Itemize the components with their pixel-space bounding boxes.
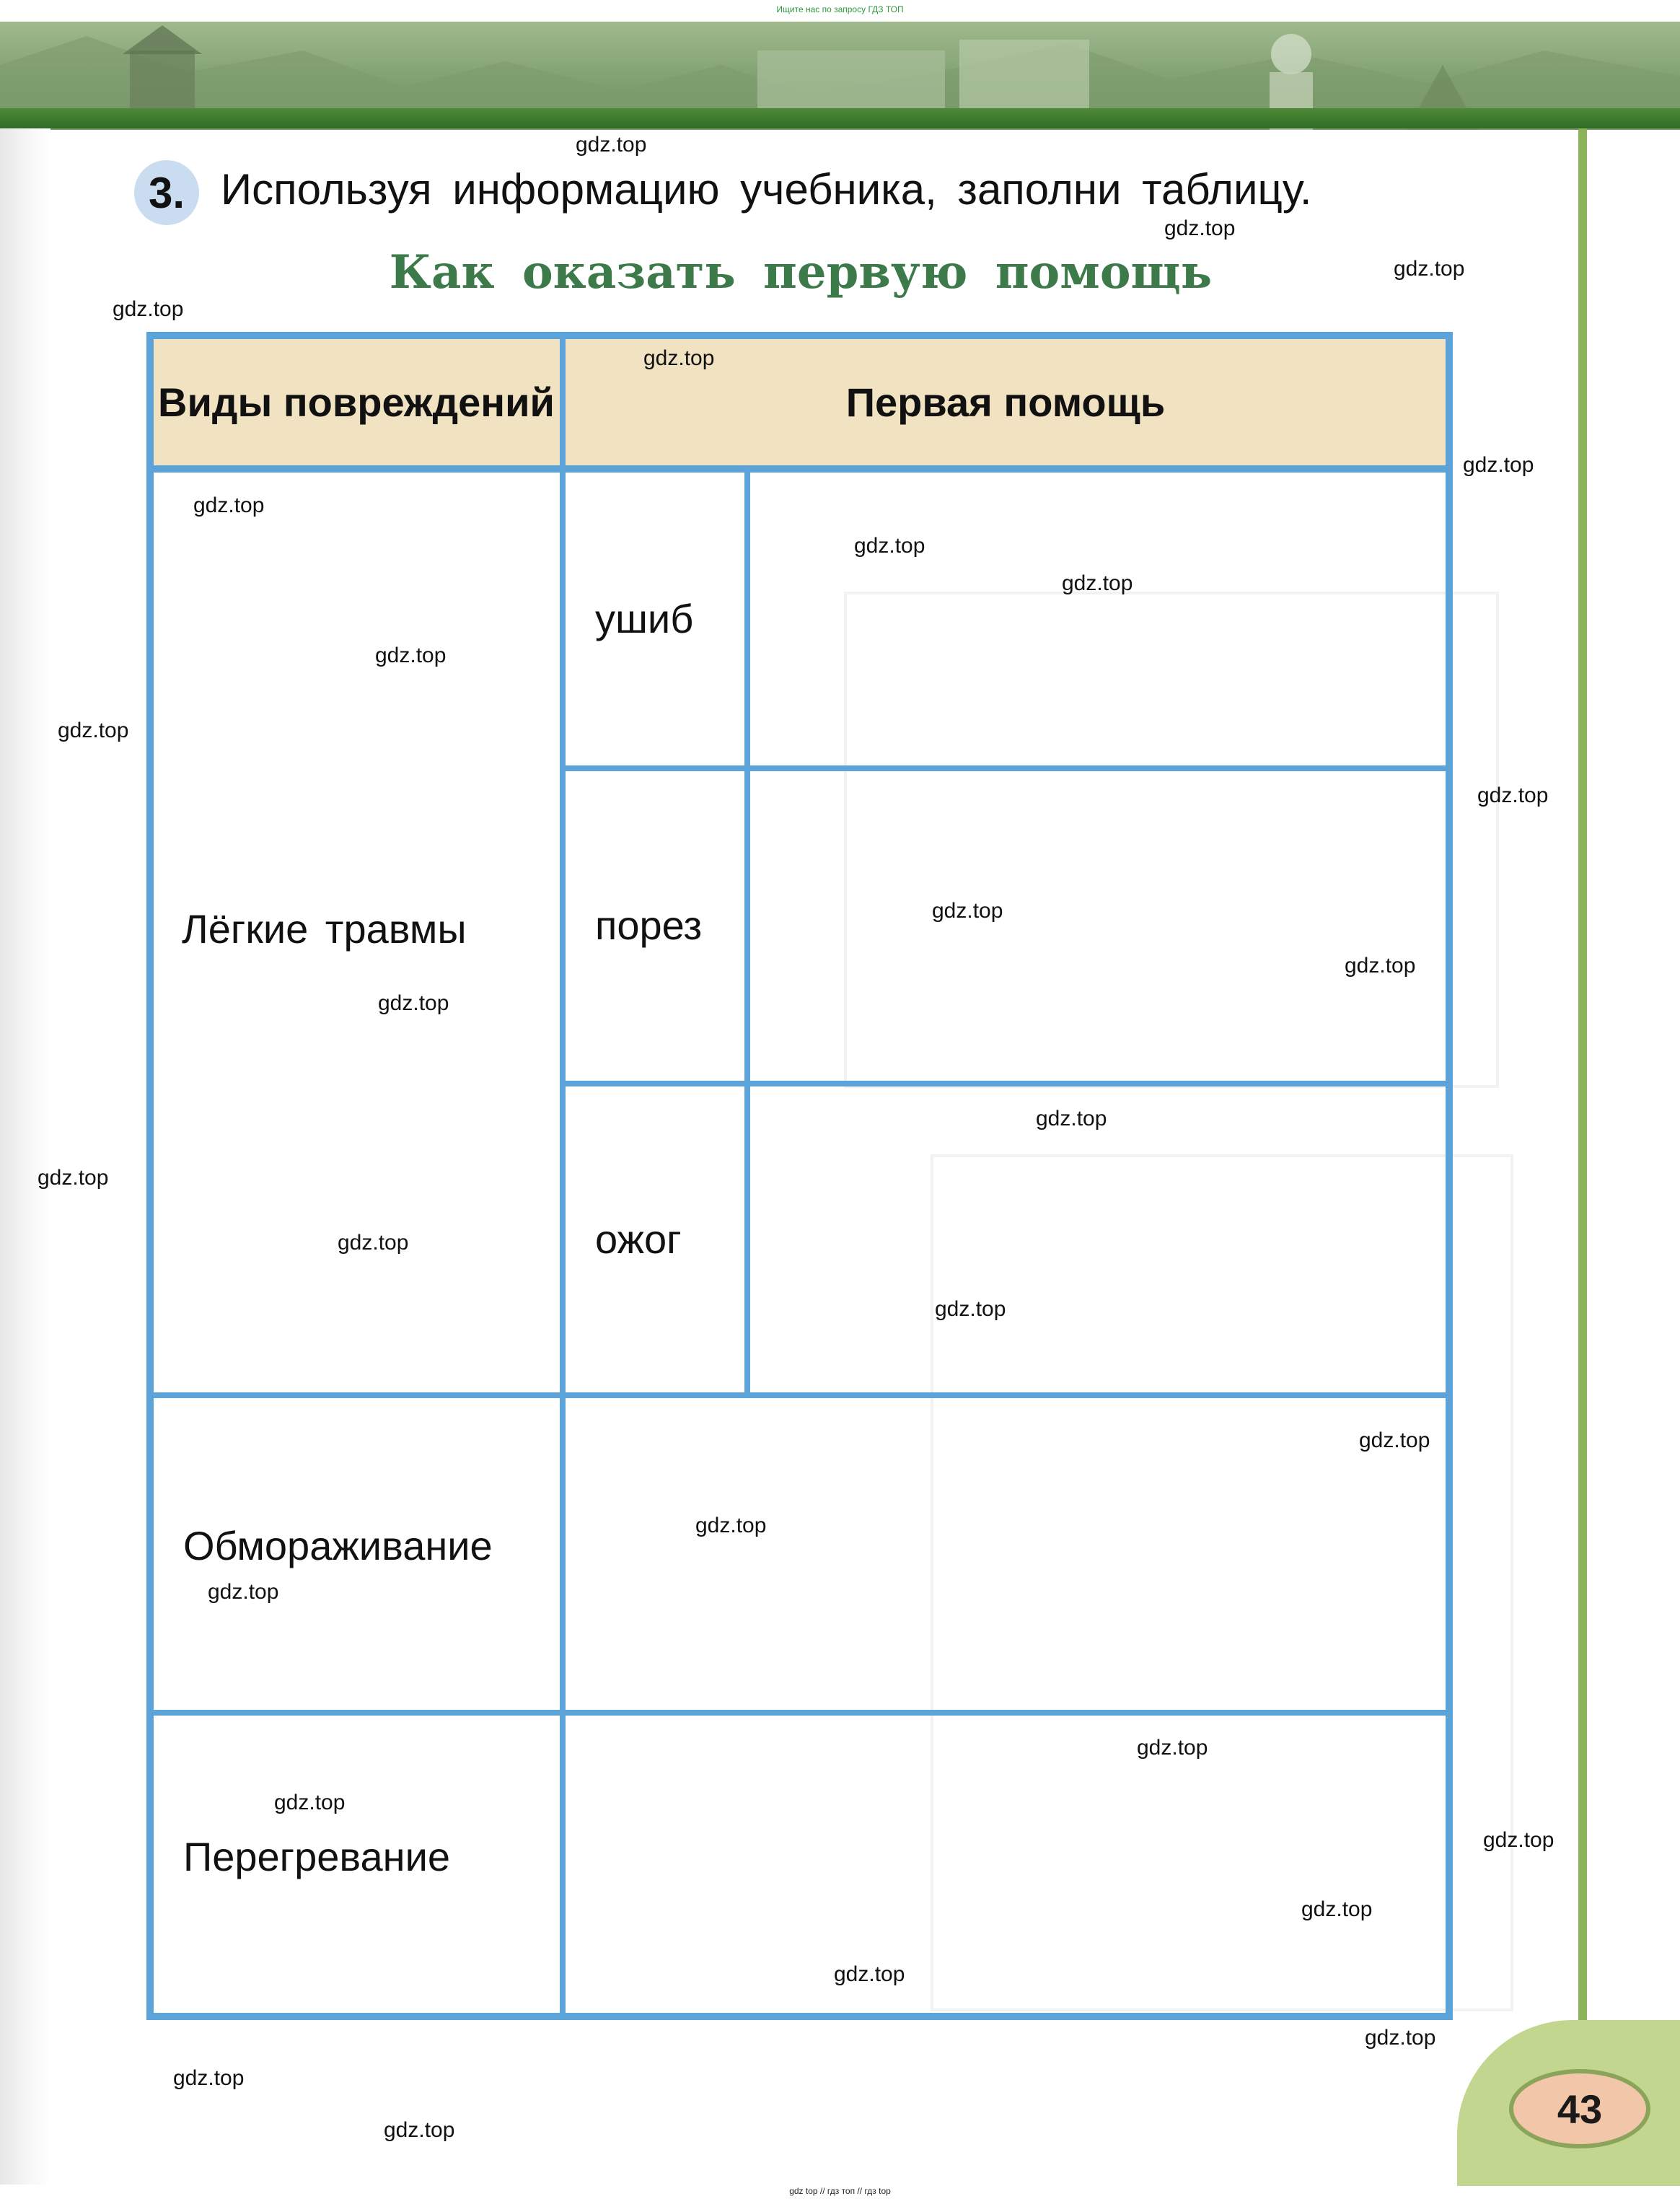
watermark: gdz.top xyxy=(695,1514,767,1537)
injury-cut: порез xyxy=(595,903,703,948)
grid-line xyxy=(146,332,154,2020)
table-title: Как оказать первую помощь xyxy=(389,245,1213,299)
grid-line xyxy=(563,765,1452,771)
grid-line xyxy=(150,1392,1452,1398)
bottom-note: gdz top // гдз топ // гдз top xyxy=(789,2186,891,2196)
watermark: gdz.top xyxy=(113,297,184,321)
watermark: gdz.top xyxy=(173,2066,245,2090)
task-number: 3. xyxy=(134,160,199,225)
watermark: gdz.top xyxy=(1394,257,1465,281)
top-note: Ищите нас по запросу ГДЗ ТОП xyxy=(776,4,904,14)
watermark: gdz.top xyxy=(1477,783,1549,807)
grid-line xyxy=(150,2013,1452,2020)
watermark: gdz.top xyxy=(1365,2026,1436,2050)
banner-edge xyxy=(0,108,1680,128)
watermark: gdz.top xyxy=(1301,1897,1373,1921)
watermark: gdz.top xyxy=(1483,1828,1554,1852)
watermark: gdz.top xyxy=(643,346,715,370)
task-instruction: Используя информацию учебника, заполни таблицу. xyxy=(221,165,1312,214)
grid-line xyxy=(150,1710,1452,1716)
watermark: gdz.top xyxy=(274,1791,346,1814)
page-number: 43 xyxy=(1509,2069,1650,2148)
watermark: gdz.top xyxy=(1036,1107,1107,1130)
grid-line xyxy=(560,332,566,2020)
watermark: gdz.top xyxy=(576,133,647,157)
injury-bruise: ушиб xyxy=(595,596,694,641)
watermark: gdz.top xyxy=(1463,453,1534,477)
watermark: gdz.top xyxy=(935,1297,1006,1321)
watermark: gdz.top xyxy=(854,534,925,558)
page-margin-line xyxy=(1578,128,1587,2076)
watermark: gdz.top xyxy=(208,1580,279,1604)
damage-overheating: Перегревание xyxy=(183,1834,451,1879)
first-aid-cell-overheating[interactable] xyxy=(563,1713,1448,2016)
damage-frostbite: Обмораживание xyxy=(183,1523,493,1568)
grid-line xyxy=(1446,332,1453,2020)
watermark: gdz.top xyxy=(834,1962,905,1986)
damage-light-injuries: Лёгкие травмы xyxy=(182,906,467,952)
watermark: gdz.top xyxy=(932,899,1003,923)
first-aid-cell-bruise[interactable] xyxy=(747,469,1448,768)
watermark: gdz.top xyxy=(384,2118,455,2142)
first-aid-table xyxy=(150,335,1448,2016)
watermark: gdz.top xyxy=(1359,1428,1430,1452)
header-first-aid: Первая помощь xyxy=(563,335,1448,469)
watermark: gdz.top xyxy=(338,1231,409,1255)
watermark: gdz.top xyxy=(38,1166,109,1190)
injury-burn: ожог xyxy=(595,1216,682,1262)
header-damage-types: Виды повреждений xyxy=(150,335,563,469)
grid-line xyxy=(150,465,1452,473)
grid-line xyxy=(150,332,1452,339)
grid-line xyxy=(744,469,750,1395)
watermark: gdz.top xyxy=(378,991,449,1015)
first-aid-cell-cut[interactable] xyxy=(747,768,1448,1084)
watermark: gdz.top xyxy=(375,644,447,667)
watermark: gdz.top xyxy=(1062,571,1133,595)
watermark: gdz.top xyxy=(193,493,265,517)
watermark: gdz.top xyxy=(58,719,129,742)
first-aid-cell-frostbite[interactable] xyxy=(563,1395,1448,1713)
watermark: gdz.top xyxy=(1137,1736,1208,1760)
page-binding-shadow xyxy=(0,128,50,2185)
grid-line xyxy=(563,1081,1452,1086)
watermark: gdz.top xyxy=(1345,954,1416,978)
watermark: gdz.top xyxy=(1164,216,1236,240)
